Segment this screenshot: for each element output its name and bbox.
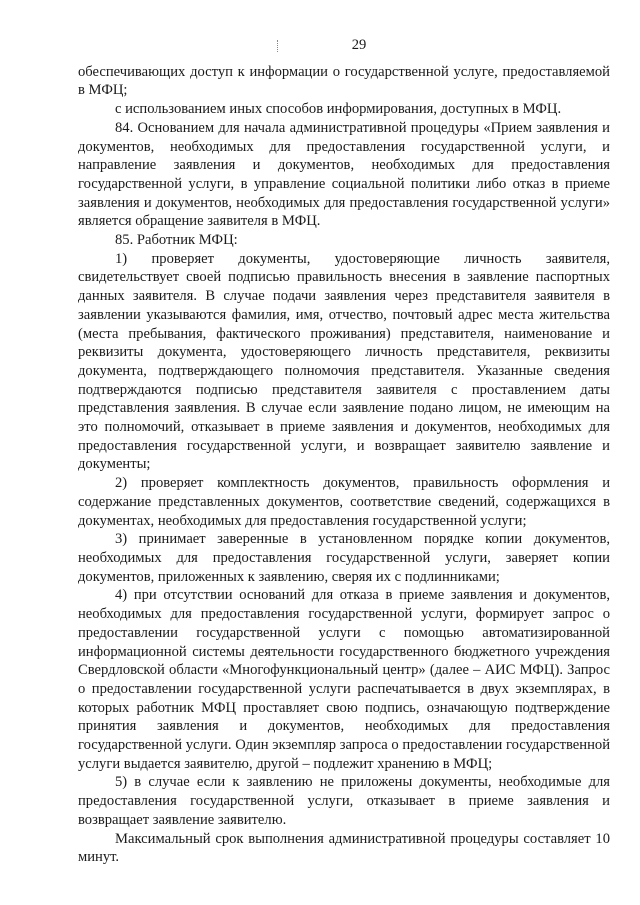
paragraph-85: 85. Работник МФЦ: (115, 232, 238, 249)
list-item-5: 5) в случае если к заявлению не приложены документы, необходимые для предоставления государственной услуги, отказывает в приеме заявления и возвращает заявление заявителю. (78, 774, 610, 828)
paragraph-continuation: обеспечивающих доступ к информации о государственной услуге, предоставляемой в МФЦ; (78, 63, 610, 99)
paragraph-84: 84. Основанием для начала административной процедуры «Прием заявления и документов, необходимых для предоставления государственной услуги, и направление заявления и документов, необходимых для предоставления государственной услуги, в управление социальной политики либо отказ в приеме заявления и документов, необходимых для предоставления государственной услуги» является обращение заявителя в МФЦ. (78, 119, 610, 230)
list-item-2: 2) проверяет комплектность документов, правильность оформления и содержание представленных документов, соответствие сведений, содержащихся в документах, необходимых для предоставления государственной услуги; (78, 475, 610, 529)
page-number: 29 (351, 37, 367, 53)
paragraph-max-time: Максимальный срок выполнения административной процедуры составляет 10 минут. (78, 830, 610, 866)
list-item-3: 3) принимает заверенные в установленном порядке копии документов, необходимых для предоставления государственной услуги, заверяет копии документов, приложенных к заявлению, сверяя их с подлинниками; (78, 531, 610, 585)
scan-artifact (277, 40, 280, 52)
paragraph-other-methods: с использованием иных способов информирования, доступных в МФЦ. (115, 101, 562, 118)
list-item-4: 4) при отсутствии оснований для отказа в приеме заявления и документов, необходимых для предоставления государственной услуги, формирует запрос о предоставлении государственной услуги с помощью автоматизированной информационной системы деятельности государственного бюджетного учреждения Свердловской области «Многофункциональный центр» (далее – АИС МФЦ). Запрос о предоставлении государственной услуги распечатывается в двух экземплярах, в которых работник МФЦ проставляет свою подпись, означающую подтверждение принятия заявления и документов, необходимых для предоставления государственной услуги. Один экземпляр запроса о предоставлении государственной услуги выдается заявителю, другой – подлежит хранению в МФЦ; (78, 587, 610, 772)
list-item-1: 1) проверяет документы, удостоверяющие личность заявителя, свидетельствует своей подписью правильность внесения в заявление паспортных данных заявителя. В случае подачи заявления через представителя заявителя в заявлении указываются фамилия, имя, отчество, почтовый адрес места жительства (места пребывания, фактического проживания) представителя, наименование и реквизиты документа, удостоверяющего личность представителя, реквизиты документа, подтверждающего полномочия представителя. Указанные сведения подтверждаются подписью представителя заявителя с проставлением даты представления заявления. В случае если заявление подано лицом, не имеющим на это полномочий, отказывает в приеме заявления и документов, необходимых для предоставления государственной услуги, и возвращает заявителю заявление и документы; (78, 250, 610, 473)
